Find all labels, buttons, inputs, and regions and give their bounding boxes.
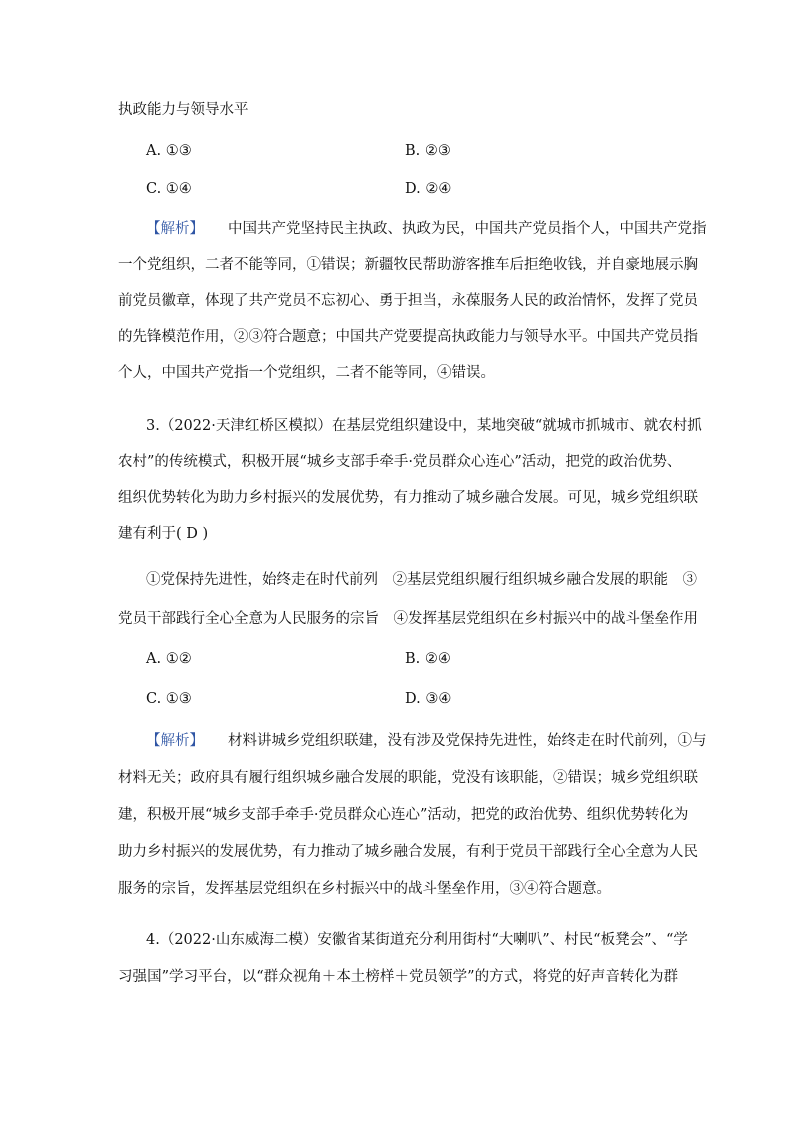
q3-analysis-line-3: 建，积极开展“城乡支部手牵手·党员群众心连心”活动，把党的政治优势、组织优势转化为 xyxy=(118,807,689,823)
q3-stem-line-4 xyxy=(118,519,678,549)
q2-analysis-text-1: 中国共产党坚持民主执政、执政为民，中国共产党员指个人，中国共产党指 xyxy=(228,221,707,237)
q3-analysis-line-5: 服务的宗旨，发挥基层党组织在乡村振兴中的战斗堡垒作用，③④符合题意。 xyxy=(118,881,611,897)
q2-stem-tail: 执政能力与领导水平 xyxy=(118,102,249,118)
q2-option-c: C. ①④ xyxy=(146,181,192,197)
q3-analysis-line-1 xyxy=(146,726,707,756)
q3-analysis-line-2: 材料无关；政府具有履行组织城乡融合发展的职能，党没有该职能，②错误；城乡党组织联 xyxy=(118,770,698,786)
q3-answer: ( D ) xyxy=(176,526,209,542)
q3-items-line-2: 党员干部践行全心全意为人民服务的宗旨 ④发挥基层党组织在乡村振兴中的战斗堡垒作用 xyxy=(118,611,698,627)
q3-analysis-line-4: 助力乡村振兴的发展优势，有力推动了城乡融合发展，有利于党员干部践行全心全意为人民 xyxy=(118,844,698,860)
q3-analysis-label: 【解析】 xyxy=(146,733,204,749)
q3-option-a: A. ①② xyxy=(146,651,192,667)
q3-option-b: B. ②④ xyxy=(405,651,451,667)
q2-analysis-line-3: 前党员徽章，体现了共产党员不忘初心、勇于担当，永葆服务人民的政治情怀，发挥了党员 xyxy=(118,293,698,309)
q3-analysis-text-1: 材料讲城乡党组织联建，没有涉及党保持先进性，始终走在时代前列，①与 xyxy=(228,733,707,749)
q3-option-d: D. ③④ xyxy=(405,691,452,707)
q2-option-b: B. ②③ xyxy=(405,143,451,159)
q4-stem-line-2: 习强国”学习平台，以“群众视角＋本土榜样＋党员领学”的方式，将党的好声音转化为群 xyxy=(118,969,678,985)
q2-analysis-line-1 xyxy=(146,214,707,244)
q2-analysis-line-4: 的先锋模范作用，②③符合题意；中国共产党要提高执政能力与领导水平。中国共产党员指 xyxy=(118,329,698,345)
q2-option-d: D. ②④ xyxy=(405,181,452,197)
q3-stem-line-1: 3.（2022·天津红桥区模拟）在基层党组织建设中，某地突破“就城市抓城市、就农村抓 xyxy=(146,418,702,434)
q3-stem-line-3: 组织优势转化为助力乡村振兴的发展优势，有力推动了城乡融合发展。可见，城乡党组织联 xyxy=(118,490,698,506)
q2-option-a: A. ①③ xyxy=(146,143,192,159)
q4-stem-line-1: 4.（2022·山东威海二模）安徽省某街道充分利用街村“大喇叭”、村民“板凳会”、“学 xyxy=(146,932,688,948)
q2-analysis-line-2: 一个党组织，二者不能等同，①错误；新疆牧民帮助游客推车后拒绝收钱，并自豪地展示胸 xyxy=(118,257,698,273)
q3-stem-last: 建有利于 xyxy=(118,526,176,542)
q3-items-line-1: ①党保持先进性，始终走在时代前列 ②基层党组织履行组织城乡融合发展的职能 ③ xyxy=(146,572,697,588)
q3-option-c: C. ①③ xyxy=(146,691,192,707)
q2-analysis-label: 【解析】 xyxy=(146,221,204,237)
q2-analysis-line-5: 个人，中国共产党指一个党组织，二者不能等同，④错误。 xyxy=(118,365,495,381)
q3-stem-line-2: 农村”的传统模式，积极开展“城乡支部手牵手·党员群众心连心”活动，把党的政治优势、 xyxy=(118,454,682,470)
